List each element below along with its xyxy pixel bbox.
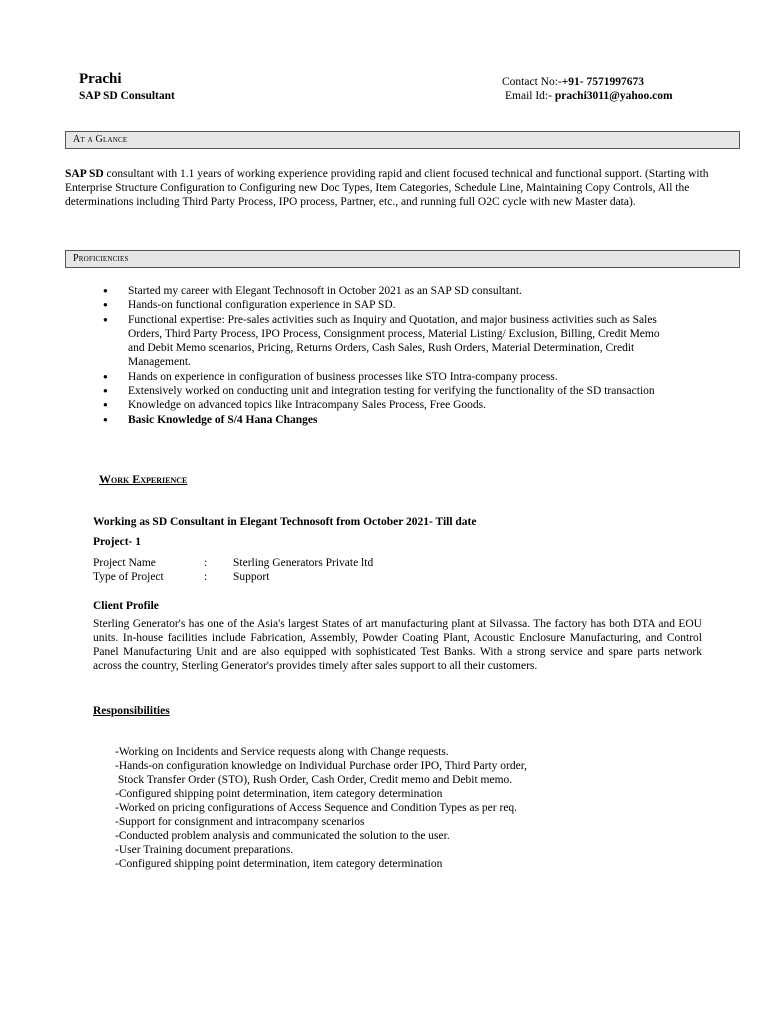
candidate-role: SAP SD Consultant — [79, 90, 175, 102]
summary-lead: SAP SD — [65, 168, 104, 180]
list-item: ● Extensively worked on conducting unit and integration testing for verifying the functionality of the SD transaction — [100, 384, 660, 398]
candidate-name: Prachi — [79, 71, 122, 87]
client-profile-text: Sterling Generator's has one of the Asia's largest States of art manufacturing plant at Silvassa. The factory has both DTA and EOU units. In-house facilities include Fabrication, Assembly, Powder Coating Plant, Acoustic Enclosure Manufacturing, and Control Panel Manufacturing Unit and are also equipped with sophisticated Test Banks. With a strong service and spare parts network across the country, Sterling Generator's provides timely after sales support to all their customers. — [93, 618, 702, 672]
proficiencies-list — [100, 284, 660, 427]
contact-value: +91- 7571997673 — [561, 76, 644, 88]
section-proficiencies-heading: Proficiencies — [65, 250, 740, 268]
list-item: -Configured shipping point determination, item category determination — [115, 858, 443, 870]
list-item: ● Hands-on functional configuration experience in SAP SD. — [100, 298, 660, 312]
contact-label: Contact No:- — [502, 76, 562, 88]
list-item: -Worked on pricing configurations of Access Sequence and Condition Types as per req. — [115, 802, 518, 814]
project-type-colon: : — [204, 571, 208, 583]
contact-number — [502, 75, 644, 89]
list-item: -Configured shipping point determination, item category determination — [115, 788, 443, 800]
list-item: -Support for consignment and intracompany scenarios — [115, 816, 365, 828]
section-glance-heading: At a Glance — [65, 131, 740, 149]
summary-text: consultant with 1.1 years of working experience providing rapid and client focused technical and functional support. (Starting with Enterprise Structure Configuration to Configuring new Doc Types, Item Categories, Schedule Line, Maintaining Copy Controls, All the determinations including Third Party Process, IPO process, Partner, etc., and running full O2C cycle with new Master data). — [65, 168, 709, 208]
list-item: ● Started my career with Elegant Technosoft in October 2021 as an SAP SD consultant. — [100, 284, 660, 298]
project-name-value: Sterling Generators Private ltd — [233, 557, 374, 569]
list-item: -Conducted problem analysis and communicated the solution to the user. — [115, 830, 450, 842]
list-item: ● Hands on experience in configuration of business processes like STO Intra-company process. — [100, 370, 660, 384]
responsibilities-list — [115, 745, 527, 871]
list-item-text: Pre-sales activities such as Inquiry and Quotation, and major business activities such as Sales Orders, Third Party Process, IPO Process, Consignment process, Material Listing/ Exclusion, Billing, Credit Memo and Debit Memo scenarios, Pricing, Returns Orders, Cash Sales, Rush Orders, Material Determination, Credit Management. — [128, 313, 660, 369]
list-item: -Hands-on configuration knowledge on Individual Purchase order IPO, Third Party order, — [115, 760, 527, 772]
project-title: Project- 1 — [93, 536, 141, 548]
list-item: ● Basic Knowledge of S/4 Hana Changes — [100, 413, 660, 427]
list-item: -User Training document preparations. — [115, 844, 294, 856]
list-item: ● Knowledge on advanced topics like Intracompany Sales Process, Free Goods. — [100, 398, 660, 412]
project-name-colon: : — [204, 557, 208, 569]
list-item — [100, 313, 660, 370]
responsibilities-heading: Responsibilities — [93, 705, 170, 717]
email-value: prachi3011@yahoo.com — [554, 90, 673, 102]
work-position: Working as SD Consultant in Elegant Technosoft from October 2021- Till date — [93, 516, 477, 528]
client-profile-heading: Client Profile — [93, 600, 159, 612]
email — [505, 89, 673, 103]
summary-paragraph — [65, 167, 735, 209]
section-work-heading: Work Experience — [99, 472, 188, 486]
list-item: Stock Transfer Order (STO), Rush Order, Cash Order, Credit memo and Debit memo. — [115, 774, 513, 786]
list-item: -Working on Incidents and Service requests along with Change requests. — [115, 746, 449, 758]
list-item-lead: Functional expertise: — [128, 313, 225, 326]
project-type-label: Type of Project — [93, 571, 164, 583]
project-type-value: Support — [233, 571, 270, 583]
email-label: Email Id:- — [505, 90, 555, 102]
project-name-label: Project Name — [93, 557, 156, 569]
